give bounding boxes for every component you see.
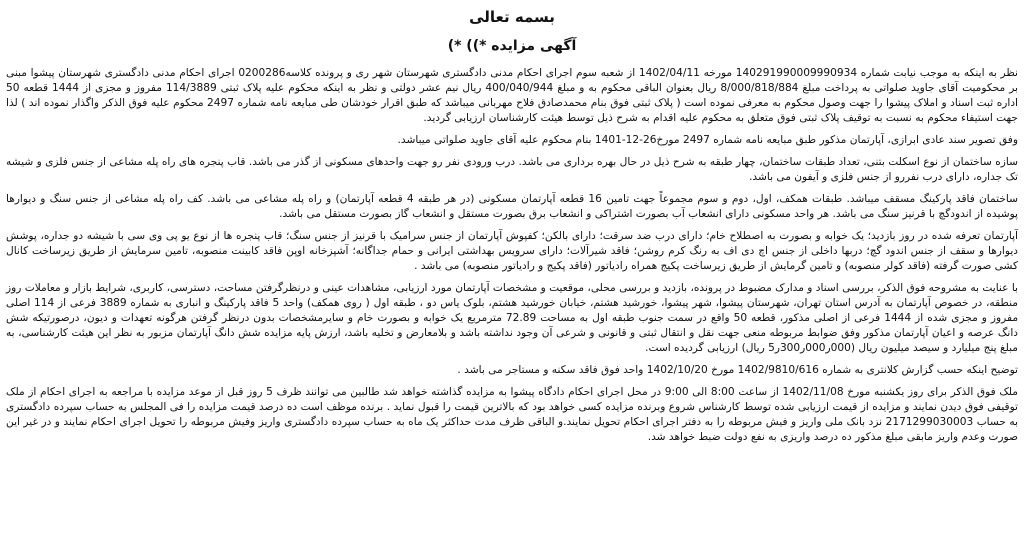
paragraph-ownership: وفق تصویر سند عادی ابرازی، آپارتمان مذکور طبق مبایعه نامه شماره 2497 مورخ26-12-1401 بنام محکوم علیه آقای جاوید صلواتی میباشد. [397,134,1018,146]
paragraph-valuation: با عنایت به مشروحه فوق الذکر، بررسی اسناد و مدارک مضبوط در پرونده، بازدید و بررسی محلی، موقعیت و مشخصات آپارتمان مورد ارزیابی، مشاهدات عینی و درنظرگرفتن مساحت، دسترسی، کاربری، شرایط بازار و معاملات روز منطقه، در خصوص آپارتمان به آدرس استان تهران، شهرستان پیشوا، شهر پیشوا، خورشید هشتم، خیابان خورشید هشتم، بلوک یاس دو ، طبقه اول ( روی همکف) واحد 5 فاقد پارکینگ و انباری به شماره 3889 فرعی از 114 اصلی مفروز و مجزی شده از 1444 فرعی از اصلی مذکور، قطعه 50 واقع در سمت جنوب طبقه اول به مساحت 72.89 مترمربع یک خوابه و بصورت خام و سایرمشخصات بدون درنظر گرفتن هرگونه تعهدات و دیون، درصورتیکه شش دانگ عرصه و اعیان آپارتمان مذکور وفق ضوابط مربوطه منعی جهت نقل و انتقال ثبتی و قانونی و شرعی آن وجود نداشته باشد و بلامعارض و تخلیه باشد، ارزش پایه مزایده شش دانگ آپارتمان مزبور به نظر این هیئت کارشناسی، به مبلغ پنج میلیارد و سیصد میلیون ریال (000ر000ر300ر5 ریال) ارزیابی گردیده است. [6,282,1018,354]
paragraph-building-units: ساختمان فاقد پارکینگ مسقف میباشد. طبقات همکف، اول، دوم و سوم مجموعاً جهت تامین 16 قطعه آپارتمان مسکونی (در هر طبقه 4 قطعه آپارتمان) و راه پله مشاعی می باشد. کف راه پله مشاعی از جنس سنگ و دیوارها پوشیده از اندودگچ با قرنیز سنگ می باشد. هر واحد مسکونی دارای انشعاب آب بصورت اشتراکی و انشعاب برق بصورت مستقل و انشعاب گاز بصورت مستقل می باشد. [6,193,1019,220]
paragraph-apartment-description: آپارتمان تعرفه شده در روز بازدید؛ یک خوابه و بصورت به اصطلاح خام؛ دارای درب ضد سرقت؛ دارای بالکن؛ کفپوش آپارتمان از جنس سرامیک با قرنیز از جنس سنگ؛ قاب پنجره ها از نوع یو پی وی سی با شیشه دو جداره، پوشش دیوارها و سقف از جنس اندود گچ؛ دربها داخلی از جنس اچ دی اف به رنگ کرم روشن؛ فاقد شیرآلات؛ دارای سرویس بهداشتی ایرانی و حمام جداگانه؛ آشپزخانه اوپن فاقد کابینت منصوبه، تامین سرمایش از طریق زیرساخت کانال کشی صورت گرفته (فاقد کولر منصوبه) و تامین گرمایش از طریق زیرساخت پکیج همراه رادیاتور (فاقد پکیج و رادیاتور منصوبه) می باشد . [6,230,1018,272]
notice-body [6,66,1018,445]
paragraph-auction-terms: ملک فوق الذکر برای روز یکشنبه مورخ 1402/11/08 از ساعت 8:00 الی 9:00 در محل اجرای احکام دادگاه پیشوا به مزایده گذاشته خواهد شد طالبین می توانند ظرف 5 روز قبل از موعد مزایده با مراجعه به اجرای احکام از ملک توقیفی فوق دیدن نمایند و مزایده از قیمت ارزیابی شده توسط کارشناس شروع وبرنده مزایده کسی خواهد بود که بالاترین قیمت را قبول نماید . برنده موظف است ده درصد قیمت مزایده را فی المجلس به حساب سپرده دادگستری به حساب 2171299030003 نزد بانک ملی واریز و فیش مربوطه را به دفتر اجرای احکام تحویل نمایند.و الباقی ظرف مدت حداکثر یک ماه به حساب سپرده دادگستری واریز وفیش مربوطه را تحویل اجرای احکام نمایند و در غیر این صورت وعدم واریز مابقی مبلغ مذکور ده درصد واریزی به نفع دولت ضبط خواهد شد. [6,386,1018,443]
document-title: بسمه تعالی [469,8,555,26]
paragraph-intro: نظر به اینکه به موجب نیابت شماره 140291990009990934 مورخه 1402/04/11 از شعبه سوم اجرای احکام مدنی دادگستری شهرستان شهر ری و پرونده کلاسه0200286 اجرای احکام مدنی دادگستری شهرستان پیشوا مبنی بر محکومیت آقای جاوید صلواتی به پرداخت مبلغ 8/000/818/884 ریال بعنوان الباقی محکوم به و مبلغ 400/040/944 ریال نیم عشر دولتی و نظر به اینکه محکوم علیه پلاک ثبتی 114/3889 مفروز و مجزی از 1444 قطعه 50 اداره ثبت اسناد و املاک پیشوا را جهت وصول محکوم به معرفی نموده است ( پلاک ثبتی فوق بنام محمدصادق فلاح مهربانی میباشد که طبق اقرار خودشان طی مبایعه نامه شماره 2497 محکوم علیه فوق الذکر واگذار نموده اند ) لذا جهت استیفاء محکوم به نسبت به توقیف پلاک ثبتی فوق متعلق به محکوم علیه اقدام به شرح ذیل توسط هیئت کارشناسان ارزیابی گردید. [6,67,1018,124]
paragraph-building-structure: سازه ساختمان از نوع اسکلت بتنی، تعداد طبقات ساختمان، چهار طبقه به شرح ذیل در حال بهره برداری می باشد. درب ورودی نفر رو جهت واحدهای مسکونی از گذر می باشد. قاب پنجره های راه پله مشاعی از جنس فلزی و شیشه تک جداره، دارای درب نفررو از جنس فلزی و آیفون می باشد. [6,156,1018,183]
notice-heading: آگهی مزایده *)) *) [447,38,577,54]
paragraph-police-report: توضیح اینکه حسب گزارش کلانتری به شماره 1402/9810/616 مورخ 1402/10/20 واحد فوق فاقد سکنه و مستاجر می باشد . [457,364,1018,376]
